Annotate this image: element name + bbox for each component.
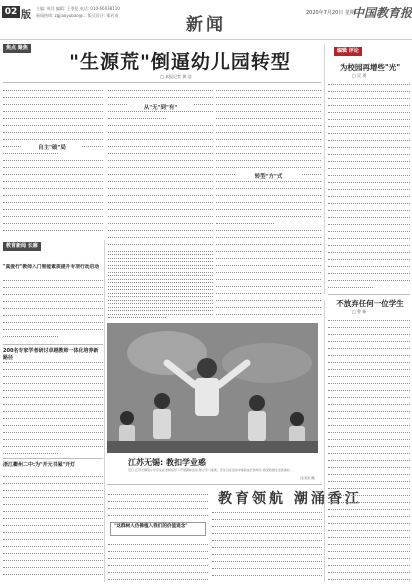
page-number: 02 [2, 6, 20, 18]
story-body [3, 358, 103, 454]
masthead-logo: 中国教育报 [352, 6, 412, 20]
story-body [108, 250, 213, 318]
photo-credit: (张某某 摄) [300, 476, 316, 480]
lead-subhead-2: 从"无"到"有" [128, 103, 193, 111]
news-photo[interactable] [107, 323, 318, 453]
lead-byline: □ 本报记者 黄 浩 [160, 74, 192, 79]
credit-line-2: 新闻热线: zgjiaoyubao@... 版式设计: 郑若英 [36, 13, 119, 18]
divider [3, 458, 103, 459]
story-headline[interactable]: 浙江衢州二中:为"开元书屋"开灯 [3, 462, 76, 468]
edu-news-tag: 教育新闻 长廊 [3, 242, 41, 251]
story-body [108, 540, 208, 582]
issue-date: 2020年7月20日 星期一 [306, 10, 360, 16]
column-rule [104, 240, 105, 582]
edu-headline[interactable]: 教育领航 潮涌香江 [218, 491, 362, 507]
children-performing-illustration [107, 323, 318, 453]
lead-column-3 [216, 86, 321, 318]
sidebar-byline-1: □ 吴 勇 [352, 73, 367, 78]
divider [328, 294, 410, 295]
lead-subhead-1: 自主"破"局 [22, 143, 82, 151]
divider [3, 82, 321, 83]
story-body [3, 276, 103, 338]
story-body [212, 508, 322, 582]
photo-caption: 近日,江苏无锡某小学学生在老师指导下开展趣味活动,展示学习成果。学生们在活动中体验成长的快乐,感受校园生活的美好。 [128, 468, 293, 472]
lead-headline[interactable]: "生源荒"倒逼幼儿园转型 [69, 51, 291, 73]
photo-title[interactable]: 江苏无锡: 教扣学业惑 [128, 458, 206, 467]
newspaper-header [0, 0, 412, 40]
lead-subhead-3: 转型"方"式 [236, 172, 301, 180]
page-label: 版 [21, 10, 31, 21]
divider [107, 484, 322, 485]
sidebar-byline-2: □ 曾 新 [352, 309, 367, 314]
sidebar-headline-1[interactable]: 为校园再增些"光" [339, 63, 401, 72]
sidebar-body-2 [328, 316, 410, 582]
divider [3, 344, 103, 345]
sidebar-headline-2[interactable]: 不放弃任何一位学生 [336, 299, 404, 308]
story-body [3, 472, 103, 582]
sidebar-body-1 [328, 80, 410, 288]
commentary-tag: 编辑 评论 [334, 47, 362, 56]
story-headline[interactable]: "这群树人仿佛植入我们的价值观念" [114, 524, 188, 529]
lead-column-1 [3, 86, 103, 236]
column-rule [324, 44, 325, 294]
story-body [108, 490, 208, 520]
credit-line-1: 主编: 周洋 编辑: 王季伦 电话: 010-66038110 [36, 6, 120, 11]
column-rule [324, 300, 325, 582]
story-headline[interactable]: "真爱行"教师入门智能素质提升专项行动启动 [3, 265, 100, 270]
section-title: 新闻 [186, 15, 226, 35]
focus-tag: 焦点 聚焦 [3, 44, 31, 53]
story-headline[interactable]: 200名专家学者研讨卓越教师一体化培养新路径 [3, 348, 99, 361]
